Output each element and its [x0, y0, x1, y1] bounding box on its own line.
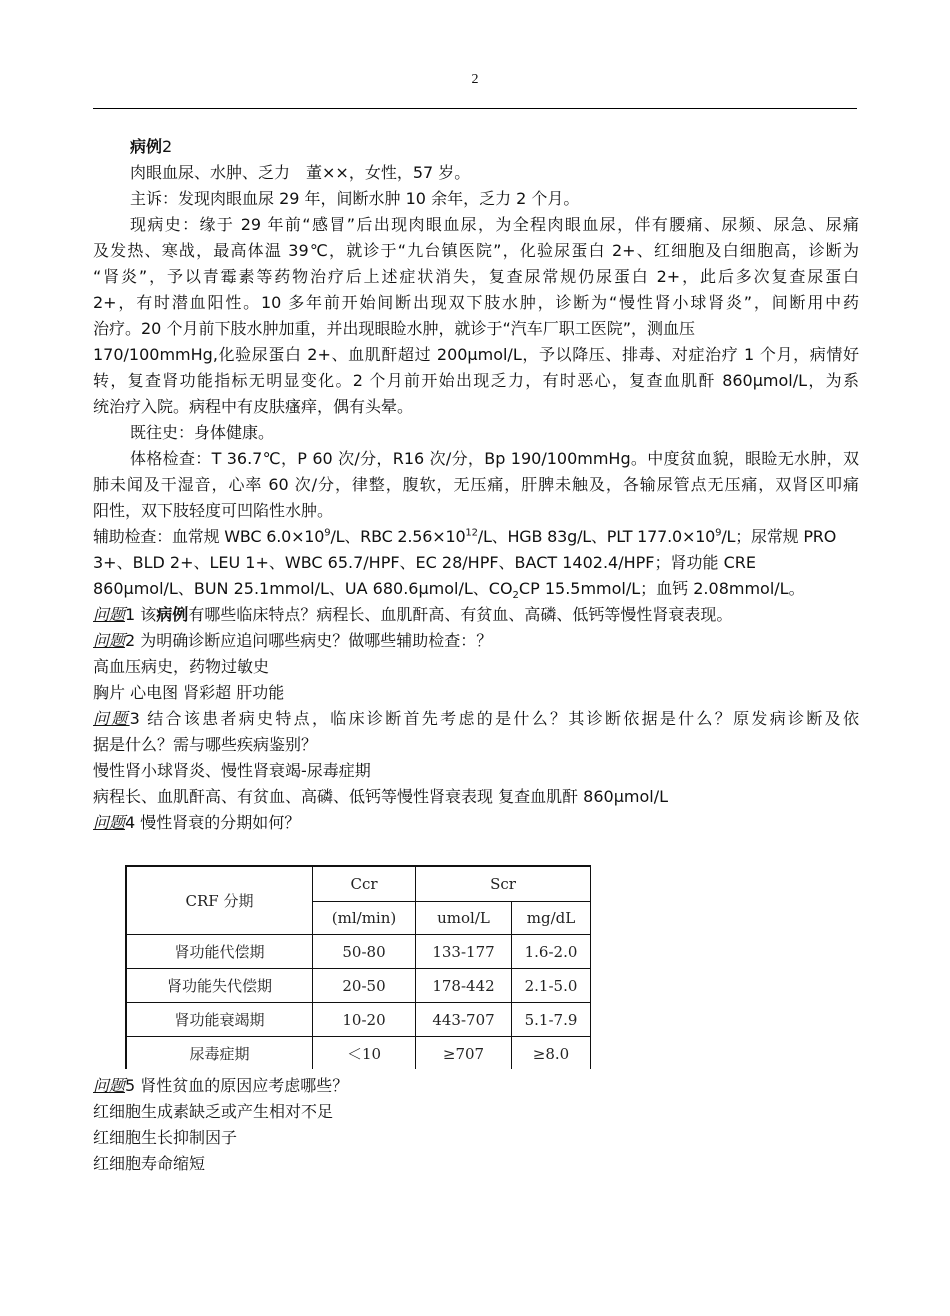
- table-cell-stage: 肾功能代偿期: [126, 935, 313, 969]
- question-1: [93, 602, 859, 628]
- aux-exam-line: [93, 576, 859, 602]
- aux-sup: 12: [465, 527, 478, 539]
- table-cell-ccr: 20-50: [313, 969, 416, 1003]
- answer-line: 胸片 心电图 肾彩超 肝功能: [93, 683, 285, 702]
- question-label: 问题: [93, 813, 126, 832]
- answer-line: 红细胞生长抑制因子: [93, 1128, 238, 1147]
- question-label: 问题: [93, 631, 126, 650]
- exam-line: 体格检查：T 36.7℃，P 60 次/分，R16 次/分，Bp 190/100mmHg。中度贫血貌，眼睑无水肿，双: [130, 449, 859, 468]
- question-label: 问题: [93, 709, 130, 728]
- aux-exam-line: [93, 524, 859, 550]
- header-ccr: Ccr: [313, 866, 416, 902]
- hpi-line: 2+，有时潜血阳性。10 多年前开始间断出现双下肢水肿，诊断为“慢性肾小球肾炎”，间断用中药: [93, 293, 859, 312]
- aux-sup: 9: [715, 527, 722, 539]
- question-label: 问题: [93, 1076, 126, 1095]
- answer-line: 红细胞生成素缺乏或产生相对不足: [93, 1102, 334, 1121]
- hpi-line: 转，复查肾功能指标无明显变化。2 个月前开始出现乏力，有时恶心，复查血肌酐 860μmol/L，为系: [93, 371, 859, 390]
- page-number: 2: [471, 72, 479, 87]
- header-scr: Scr: [416, 866, 591, 902]
- table-cell-mg: 1.6-2.0: [512, 935, 591, 969]
- document-body: [93, 134, 859, 836]
- header-scr-umol: umol/L: [416, 902, 512, 935]
- question-2: [93, 628, 859, 654]
- question-text: 3 结合该患者病史特点，临床诊断首先考虑的是什么？其诊断依据是什么？原发病诊断及依: [129, 709, 859, 728]
- table-cell-umol: 443-707: [416, 1003, 512, 1037]
- hpi-line: 统治疗入院。病程中有皮肤瘙痒，偶有头晕。: [93, 397, 414, 416]
- hpi-line: 170/100mmHg,化验尿蛋白 2+、血肌酐超过 200μmol/L，予以降压、排毒、对症治疗 1 个月，病情好: [93, 345, 859, 364]
- case-title-number: 2: [162, 137, 173, 156]
- table-cell-ccr: 50-80: [313, 935, 416, 969]
- table-cell-ccr: 10-20: [313, 1003, 416, 1037]
- question-5: [93, 1073, 859, 1099]
- header-ccr-unit: (ml/min): [313, 902, 416, 935]
- answer-line: 红细胞寿命缩短: [93, 1154, 206, 1173]
- table-cell-stage: 尿毒症期: [126, 1037, 313, 1070]
- question-text: 2 为明确诊断应追问哪些病史？做哪些辅助检查：？: [125, 631, 493, 650]
- case-intro: 肉眼血尿、水肿、乏力 董××，女性，57 岁。: [130, 163, 471, 182]
- table-cell-umol: 178-442: [416, 969, 512, 1003]
- aux-sub: 2: [512, 590, 519, 602]
- chief-complaint: 主诉：发现肉眼血尿 29 年，间断水肿 10 余年，乏力 2 个月。: [130, 189, 580, 208]
- question-text: 有哪些临床特点？病程长、血肌酐高、有贫血、高磷、低钙等慢性肾衰表现。: [188, 605, 733, 624]
- aux-text: 860μmol/L、BUN 25.1mmol/L、UA 680.6μmol/L、CO: [93, 579, 513, 598]
- table-cell-stage: 肾功能失代偿期: [126, 969, 313, 1003]
- exam-line: 阳性，双下肢轻度可凹陷性水肿。: [93, 501, 334, 520]
- table-cell-mg: ≥8.0: [512, 1037, 591, 1070]
- past-history: 既往史：身体健康。: [130, 423, 275, 442]
- table-cell-ccr: ＜10: [313, 1037, 416, 1070]
- question-number: 1 该: [125, 605, 157, 624]
- document-body-continued: [93, 1073, 859, 1177]
- answer-line: 病程长、血肌酐高、有贫血、高磷、低钙等慢性肾衰表现 复查血肌酐 860μmol/L: [93, 787, 669, 806]
- header-stage: CRF 分期: [126, 866, 313, 935]
- table-cell-stage: 肾功能衰竭期: [126, 1003, 313, 1037]
- aux-text: 辅助检查：血常规 WBC 6.0×10: [93, 527, 325, 546]
- hpi-line: 现病史：缘于 29 年前“感冒”后出现肉眼血尿，为全程肉眼血尿，伴有腰痛、尿频、尿急、尿痛: [130, 215, 859, 234]
- aux-text: /L；尿常规 PRO: [721, 527, 837, 546]
- question-4: [93, 810, 859, 836]
- header-scr-mg: mg/dL: [512, 902, 591, 935]
- question-3-cont: 据是什么？需与哪些疾病鉴别？: [93, 735, 318, 754]
- aux-text: CP 15.5mmol/L；血钙 2.08mmol/L。: [518, 579, 805, 598]
- aux-text: /L、RBC 2.56×10: [330, 527, 466, 546]
- table-cell-mg: 5.1-7.9: [512, 1003, 591, 1037]
- crf-table-figure: [125, 865, 593, 1069]
- aux-text: /L、HGB 83g/L、PLT 177.0×10: [477, 527, 716, 546]
- case-title: [93, 134, 859, 160]
- exam-line: 肺未闻及干湿音，心率 60 次/分，律整，腹软，无压痛，肝脾未触及，各输尿管点无压痛，双肾区叩痛: [93, 475, 859, 494]
- table-cell-mg: 2.1-5.0: [512, 969, 591, 1003]
- aux-sup: 9: [324, 527, 331, 539]
- question-text: 5 肾性贫血的原因应考虑哪些？: [125, 1076, 349, 1095]
- aux-exam-line: 3+、BLD 2+、LEU 1+、WBC 65.7/HPF、EC 28/HPF、BACT 1402.4/HPF；肾功能 CRE: [93, 553, 756, 572]
- question-label: 问题: [93, 605, 126, 624]
- question-text: 4 慢性肾衰的分期如何？: [125, 813, 301, 832]
- table-cell-umol: ≥707: [416, 1037, 512, 1070]
- hpi-line: “肾炎”，予以青霉素等药物治疗后上述症状消失，复查尿常规仍尿蛋白 2+，此后多次复查尿蛋白: [93, 267, 859, 286]
- case-title-bold: 病例: [130, 137, 163, 156]
- crf-stage-table: [125, 865, 591, 1069]
- answer-line: 高血压病史，药物过敏史: [93, 657, 270, 676]
- answer-line: 慢性肾小球肾炎、慢性肾衰竭-尿毒症期: [93, 761, 371, 780]
- hpi-line: 及发热、寒战，最高体温 39℃，就诊于“九台镇医院”，化验尿蛋白 2+、红细胞及白细胞高，诊断为: [93, 241, 859, 260]
- table-cell-umol: 133-177: [416, 935, 512, 969]
- header-rule: [93, 108, 857, 109]
- hpi-line: 治疗。20 个月前下肢水肿加重，并出现眼睑水肿，就诊于“汽车厂职工医院”，测血压: [93, 319, 696, 338]
- question-bold: 病例: [156, 605, 189, 624]
- question-3: [93, 706, 859, 732]
